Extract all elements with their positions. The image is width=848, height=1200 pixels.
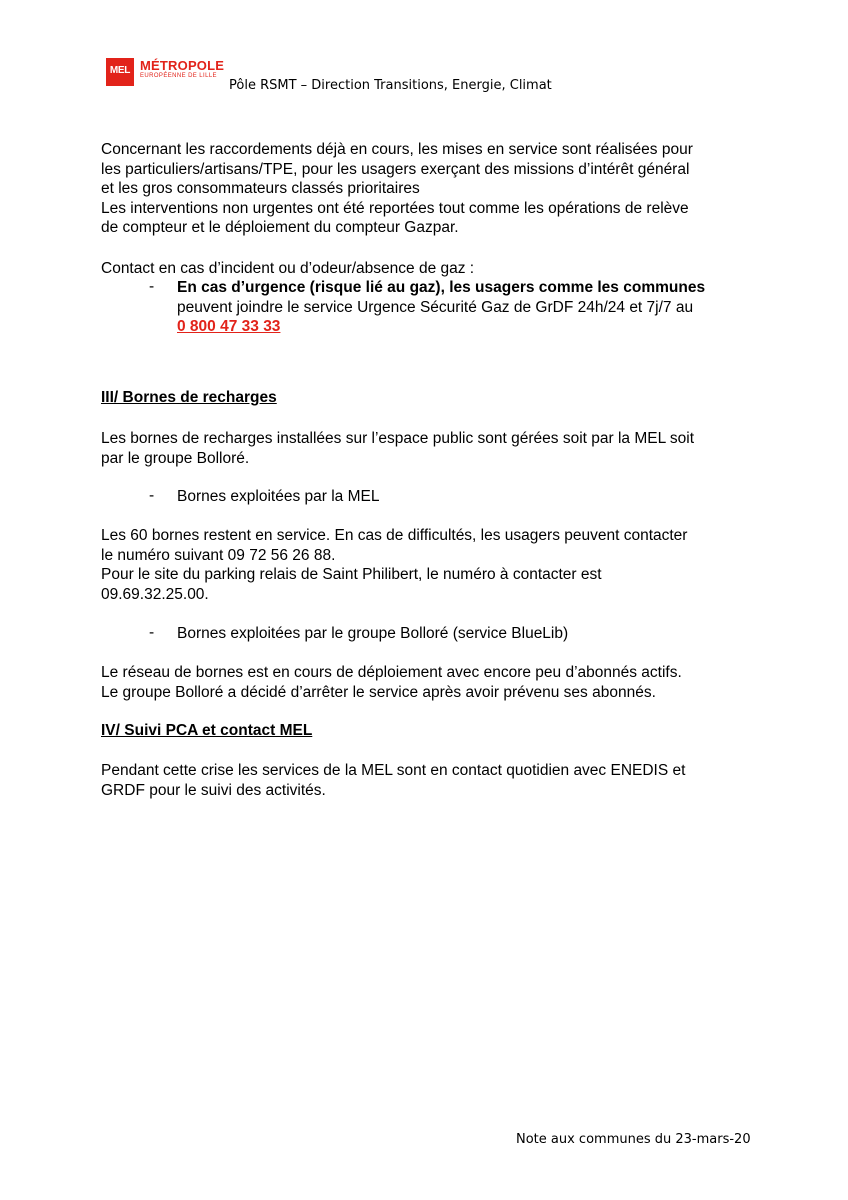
text-line: Les interventions non urgentes ont été reportées tout comme les opérations de relève	[101, 199, 689, 217]
header-department: Pôle RSMT – Direction Transitions, Energie, Climat	[229, 78, 552, 93]
text-line: 09.69.32.25.00.	[101, 585, 209, 603]
section-3-title: III/ Bornes de recharges	[101, 389, 277, 406]
bullet-bollore-bornes: Bornes exploitées par le groupe Bolloré (service BlueLib)	[177, 625, 569, 642]
bullet-dash: -	[149, 487, 155, 504]
urgent-bold-text: En cas d’urgence (risque lié au gaz), les usagers comme les communes	[177, 279, 706, 296]
section-3-paragraph-1	[101, 429, 749, 468]
contact-intro: Contact en cas d’incident ou d’odeur/absence de gaz :	[101, 260, 475, 277]
logo-mark-text: MEL	[109, 65, 131, 76]
mel-logo-mark	[106, 58, 134, 86]
logo-subtitle: EUROPÉENNE DE LILLE	[140, 73, 217, 79]
text-line: Pendant cette crise les services de la MEL sont en contact quotidien avec ENEDIS et	[101, 762, 686, 779]
text-line: de compteur et le déploiement du compteur Gazpar.	[101, 219, 459, 236]
bullet-mel-bornes: Bornes exploitées par la MEL	[177, 488, 380, 505]
text-line: Le réseau de bornes est en cours de déploiement avec encore peu d’abonnés actifs.	[101, 664, 682, 681]
urgent-bullet	[177, 278, 749, 337]
text-line: Pour le site du parking relais de Saint Philibert, le numéro à contacter est	[101, 566, 602, 583]
emergency-phone-link[interactable]: 0 800 47 33 33	[177, 318, 281, 335]
text-line: GRDF pour le suivi des activités.	[101, 781, 326, 799]
section-3-paragraph-3	[101, 663, 749, 702]
text-line: le numéro suivant 09 72 56 26 88.	[101, 546, 336, 564]
text-line: par le groupe Bolloré.	[101, 449, 250, 467]
text-line: Le groupe Bolloré a décidé d’arrêter le service après avoir prévenu ses abonnés.	[101, 683, 656, 701]
bullet-dash: -	[149, 278, 155, 295]
text-line: Concernant les raccordements déjà en cours, les mises en service sont réalisées pour	[101, 141, 693, 158]
text-line: Les 60 bornes restent en service. En cas de difficultés, les usagers peuvent contacter	[101, 527, 688, 544]
section-4-title: IV/ Suivi PCA et contact MEL	[101, 722, 313, 739]
urgent-body-text: peuvent joindre le service Urgence Sécurité Gaz de GrDF 24h/24 et 7j/7 au	[177, 298, 694, 316]
section-4-paragraph	[101, 761, 749, 800]
text-line: les particuliers/artisans/TPE, pour les usagers exerçant des missions d’intérêt général	[101, 160, 690, 178]
logo-name: MÉTROPOLE	[140, 58, 225, 73]
text-line: et les gros consommateurs classés prioritaires	[101, 180, 420, 197]
text-line: Les bornes de recharges installées sur l’espace public sont gérées soit par la MEL soit	[101, 430, 695, 447]
footer-note: Note aux communes du 23-mars-20	[516, 1132, 751, 1147]
intro-paragraph	[101, 140, 749, 238]
section-3-paragraph-2	[101, 526, 749, 604]
bullet-dash: -	[149, 624, 155, 641]
